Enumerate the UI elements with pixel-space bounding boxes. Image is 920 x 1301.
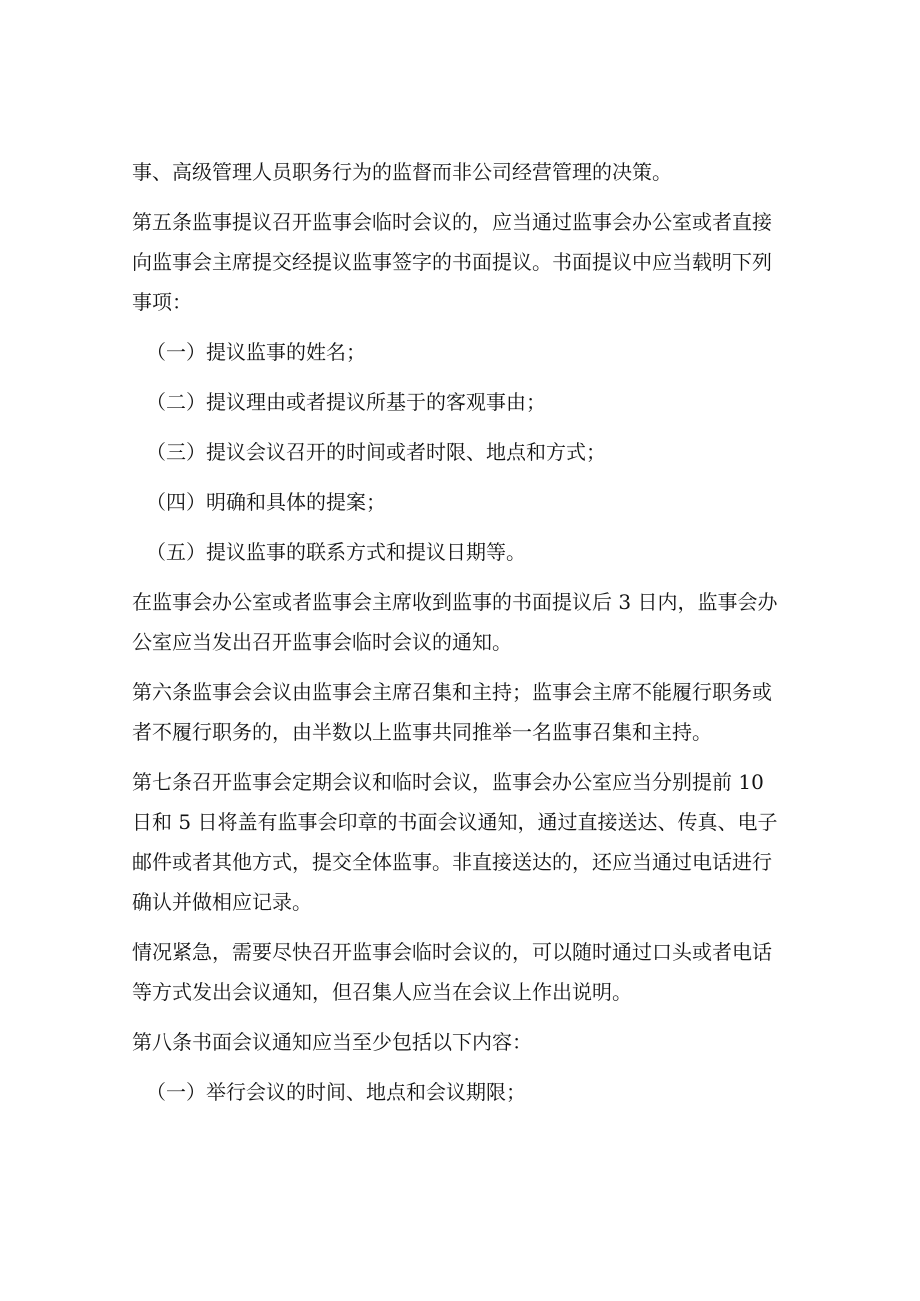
- paragraph: [132, 932, 782, 1012]
- paragraph: [132, 1022, 782, 1062]
- text-line: 第五条监事提议召开监事会临时会议的，应当通过监事会办公室或者直接: [132, 210, 772, 234]
- text-line: （五）提议监事的联系方式和提议日期等。: [146, 540, 526, 564]
- list-item: [132, 332, 782, 372]
- text-line: 在监事会办公室或者监事会主席收到监事的书面提议后 3 日内，监事会办: [132, 590, 778, 614]
- text-line: （三）提议会议召开的时间或者时限、地点和方式；: [146, 440, 606, 464]
- text-line: 事项：: [132, 290, 192, 314]
- list-item: [132, 432, 782, 472]
- text-line: 第七条召开监事会定期会议和临时会议，监事会办公室应当分别提前 10: [132, 770, 764, 794]
- paragraph: [132, 762, 782, 922]
- text-line: 第六条监事会会议由监事会主席召集和主持；监事会主席不能履行职务或: [132, 680, 772, 704]
- text-line: （二）提议理由或者提议所基于的客观事由；: [146, 390, 546, 414]
- text-line: 确认并做相应记录。: [132, 890, 312, 914]
- text-line: 情况紧急，需要尽快召开监事会临时会议的，可以随时通过口头或者电话: [132, 940, 772, 964]
- list-item: [132, 532, 782, 572]
- paragraph: [132, 202, 782, 322]
- text-line: 向监事会主席提交经提议监事签字的书面提议。书面提议中应当载明下列: [132, 250, 772, 274]
- text-line: 日和 5 日将盖有监事会印章的书面会议通知，通过直接送达、传真、电子: [132, 810, 778, 834]
- paragraph: [132, 582, 782, 662]
- text-line: 事、高级管理人员职务行为的监督而非公司经营管理的决策。: [132, 160, 672, 184]
- paragraph: [132, 672, 782, 752]
- list-item: [132, 1072, 782, 1112]
- text-line: （一）提议监事的姓名；: [146, 340, 366, 364]
- list-item: [132, 482, 782, 522]
- text-line: 者不履行职务的，由半数以上监事共同推举一名监事召集和主持。: [132, 720, 712, 744]
- document-body: [132, 152, 782, 1122]
- list-item: [132, 382, 782, 422]
- text-line: 等方式发出会议通知，但召集人应当在会议上作出说明。: [132, 980, 632, 1004]
- paragraph: [132, 152, 782, 192]
- text-line: （一）举行会议的时间、地点和会议期限；: [146, 1080, 526, 1104]
- text-line: 第八条书面会议通知应当至少包括以下内容：: [132, 1030, 532, 1054]
- text-line: （四）明确和具体的提案；: [146, 490, 386, 514]
- text-line: 公室应当发出召开监事会临时会议的通知。: [132, 630, 512, 654]
- text-line: 邮件或者其他方式，提交全体监事。非直接送达的，还应当通过电话进行: [132, 850, 772, 874]
